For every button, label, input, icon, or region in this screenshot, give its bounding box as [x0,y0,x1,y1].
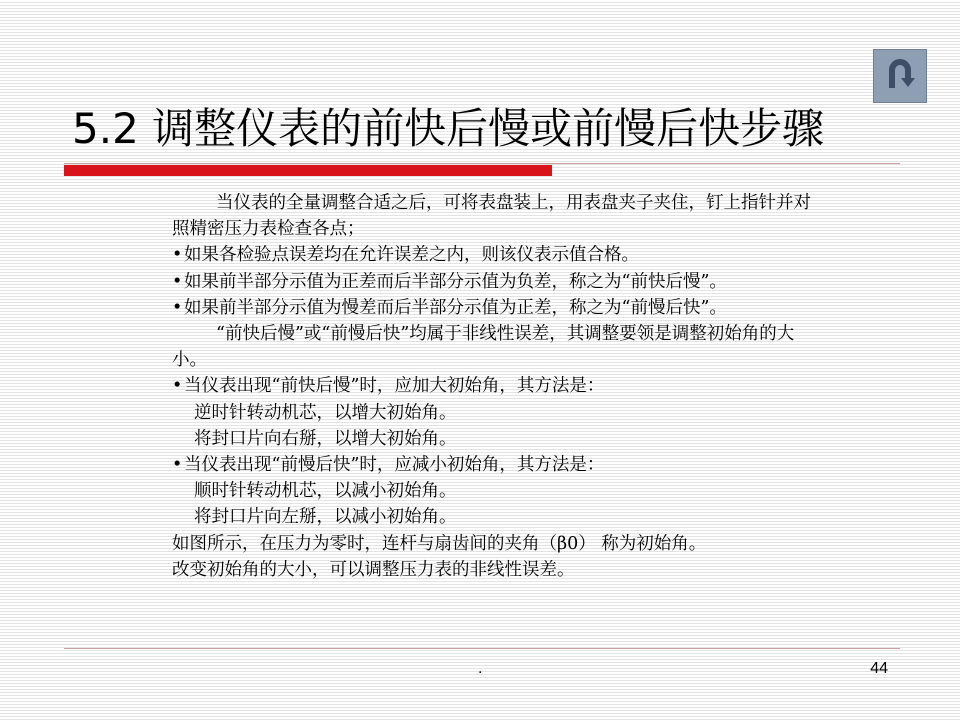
footer-dot: . [478,660,483,677]
bullet-text: 当仪表出现“前慢后快”时，应减小初始角，其方法是： [184,455,605,476]
sub-step: 逆时针转动机芯，以增大初始角。 [194,402,457,423]
bullet-item [172,269,822,295]
u-turn-arrow-icon [880,54,920,98]
bullet-icon: • [172,455,183,476]
bullet-item [172,242,822,268]
title-accent-bar [64,165,552,176]
bullet-text: 如果前半部分示值为正差而后半部分示值为负差，称之为“前快后慢”。 [184,271,727,292]
back-button[interactable] [873,49,927,103]
slide-body [172,190,822,583]
bullet-item [172,452,822,478]
sub-step: 顺时针转动机芯，以减小初始角。 [194,481,457,502]
paragraph-nonlinear: “前快后慢”或“前慢后快”均属于非线性误差，其调整要领是调整初始角的大小。 [172,324,795,371]
title-divider-line [64,163,900,164]
sub-step: 将封口片向右掰，以增大初始角。 [194,428,457,449]
bullet-item [172,295,822,321]
paragraph-figure-note: 如图所示，在压力为零时，连杆与扇齿间的夹角（β0） 称为初始角。 [172,533,707,554]
paragraph-intro: 当仪表的全量调整合适之后，可将表盘装上，用表盘夹子夹住，钉上指针并对照精密压力表检查各点； [172,193,811,240]
bullet-icon: • [172,376,183,397]
page-number: 44 [870,660,888,677]
bullet-text: 如果前半部分示值为慢差而后半部分示值为正差，称之为“前慢后快”。 [184,297,727,318]
bullet-text: 当仪表出现“前快后慢”时，应加大初始角，其方法是： [184,376,605,397]
bullet-icon: • [172,297,183,318]
bullet-icon: • [172,245,183,266]
bullet-item [172,373,822,399]
paragraph-conclusion: 改变初始角的大小，可以调整压力表的非线性误差。 [172,559,575,580]
bullet-icon: • [172,271,183,292]
footer-divider-line [64,648,900,649]
sub-step: 将封口片向左掰，以减小初始角。 [194,507,457,528]
bullet-text: 如果各检验点误差均在允许误差之内，则该仪表示值合格。 [184,245,639,266]
slide-title: 5.2 调整仪表的前快后慢或前慢后快步骤 [72,104,825,153]
